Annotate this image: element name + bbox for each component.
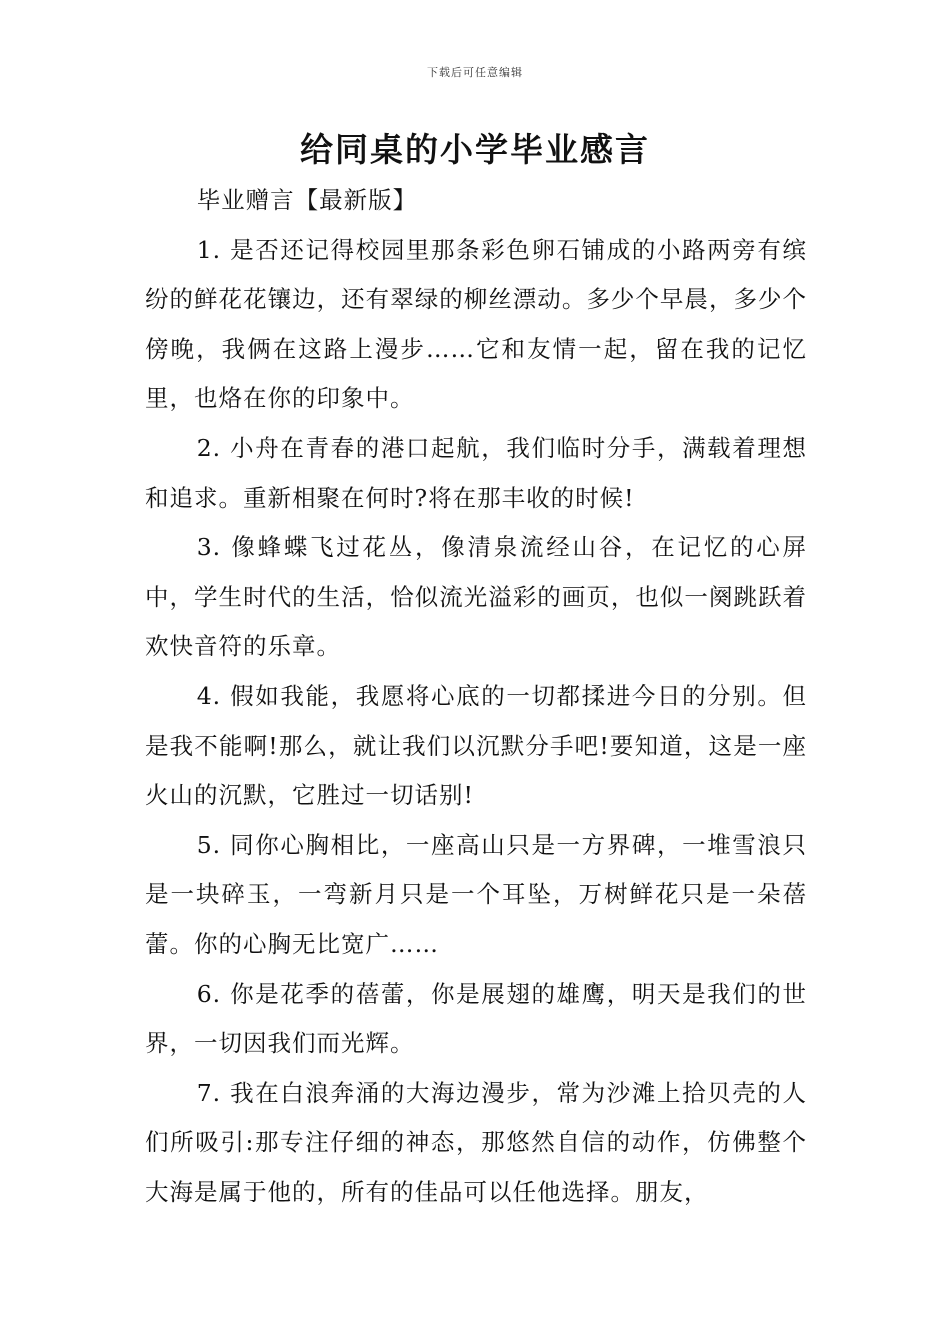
paragraph-7: 7. 我在白浪奔涌的大海边漫步，常为沙滩上拾贝壳的人们所吸引:那专注仔细的神态，那悠然自信的动作，仿佛整个大海是属于他的，所有的佳品可以任他选择。朋友，	[145, 1078, 808, 1206]
paragraph-2: 2. 小舟在青春的港口起航，我们临时分手，满载着理想和追求。重新相聚在何时?将在那丰收的时候!	[145, 433, 808, 512]
paragraph-3: 3. 像蜂蝶飞过花丛，像清泉流经山谷，在记忆的心屏中，学生时代的生活，恰似流光溢彩的画页，也似一阕跳跃着欢快音符的乐章。	[145, 533, 807, 661]
paragraph-1: 1. 是否还记得校园里那条彩色卵石铺成的小路两旁有缤纷的鲜花花镶边，还有翠绿的柳丝漂动。多少个早晨，多少个傍晚，我俩在这路上漫步……它和友情一起，留在我的记忆里，也烙在你的印象中。	[145, 235, 808, 413]
document-body	[145, 176, 807, 1217]
paragraph-6: 6. 你是花季的蓓蕾，你是展翅的雄鹰，明天是我们的世界，一切因我们而光辉。	[145, 979, 808, 1058]
header-note: 下载后可任意编辑	[427, 66, 523, 79]
document-title: 给同桌的小学毕业感言	[300, 130, 650, 169]
paragraph-5: 5. 同你心胸相比，一座高山只是一方界碑，一堆雪浪只是一块碎玉，一弯新月只是一个耳坠，万树鲜花只是一朵蓓蕾。你的心胸无比宽广……	[145, 830, 808, 958]
subtitle: 毕业赠言【最新版】	[196, 186, 418, 214]
paragraph-4: 4. 假如我能，我愿将心底的一切都揉进今日的分别。但是我不能啊!那么，就让我们以沉默分手吧!要知道，这是一座火山的沉默，它胜过一切话别!	[145, 681, 808, 810]
